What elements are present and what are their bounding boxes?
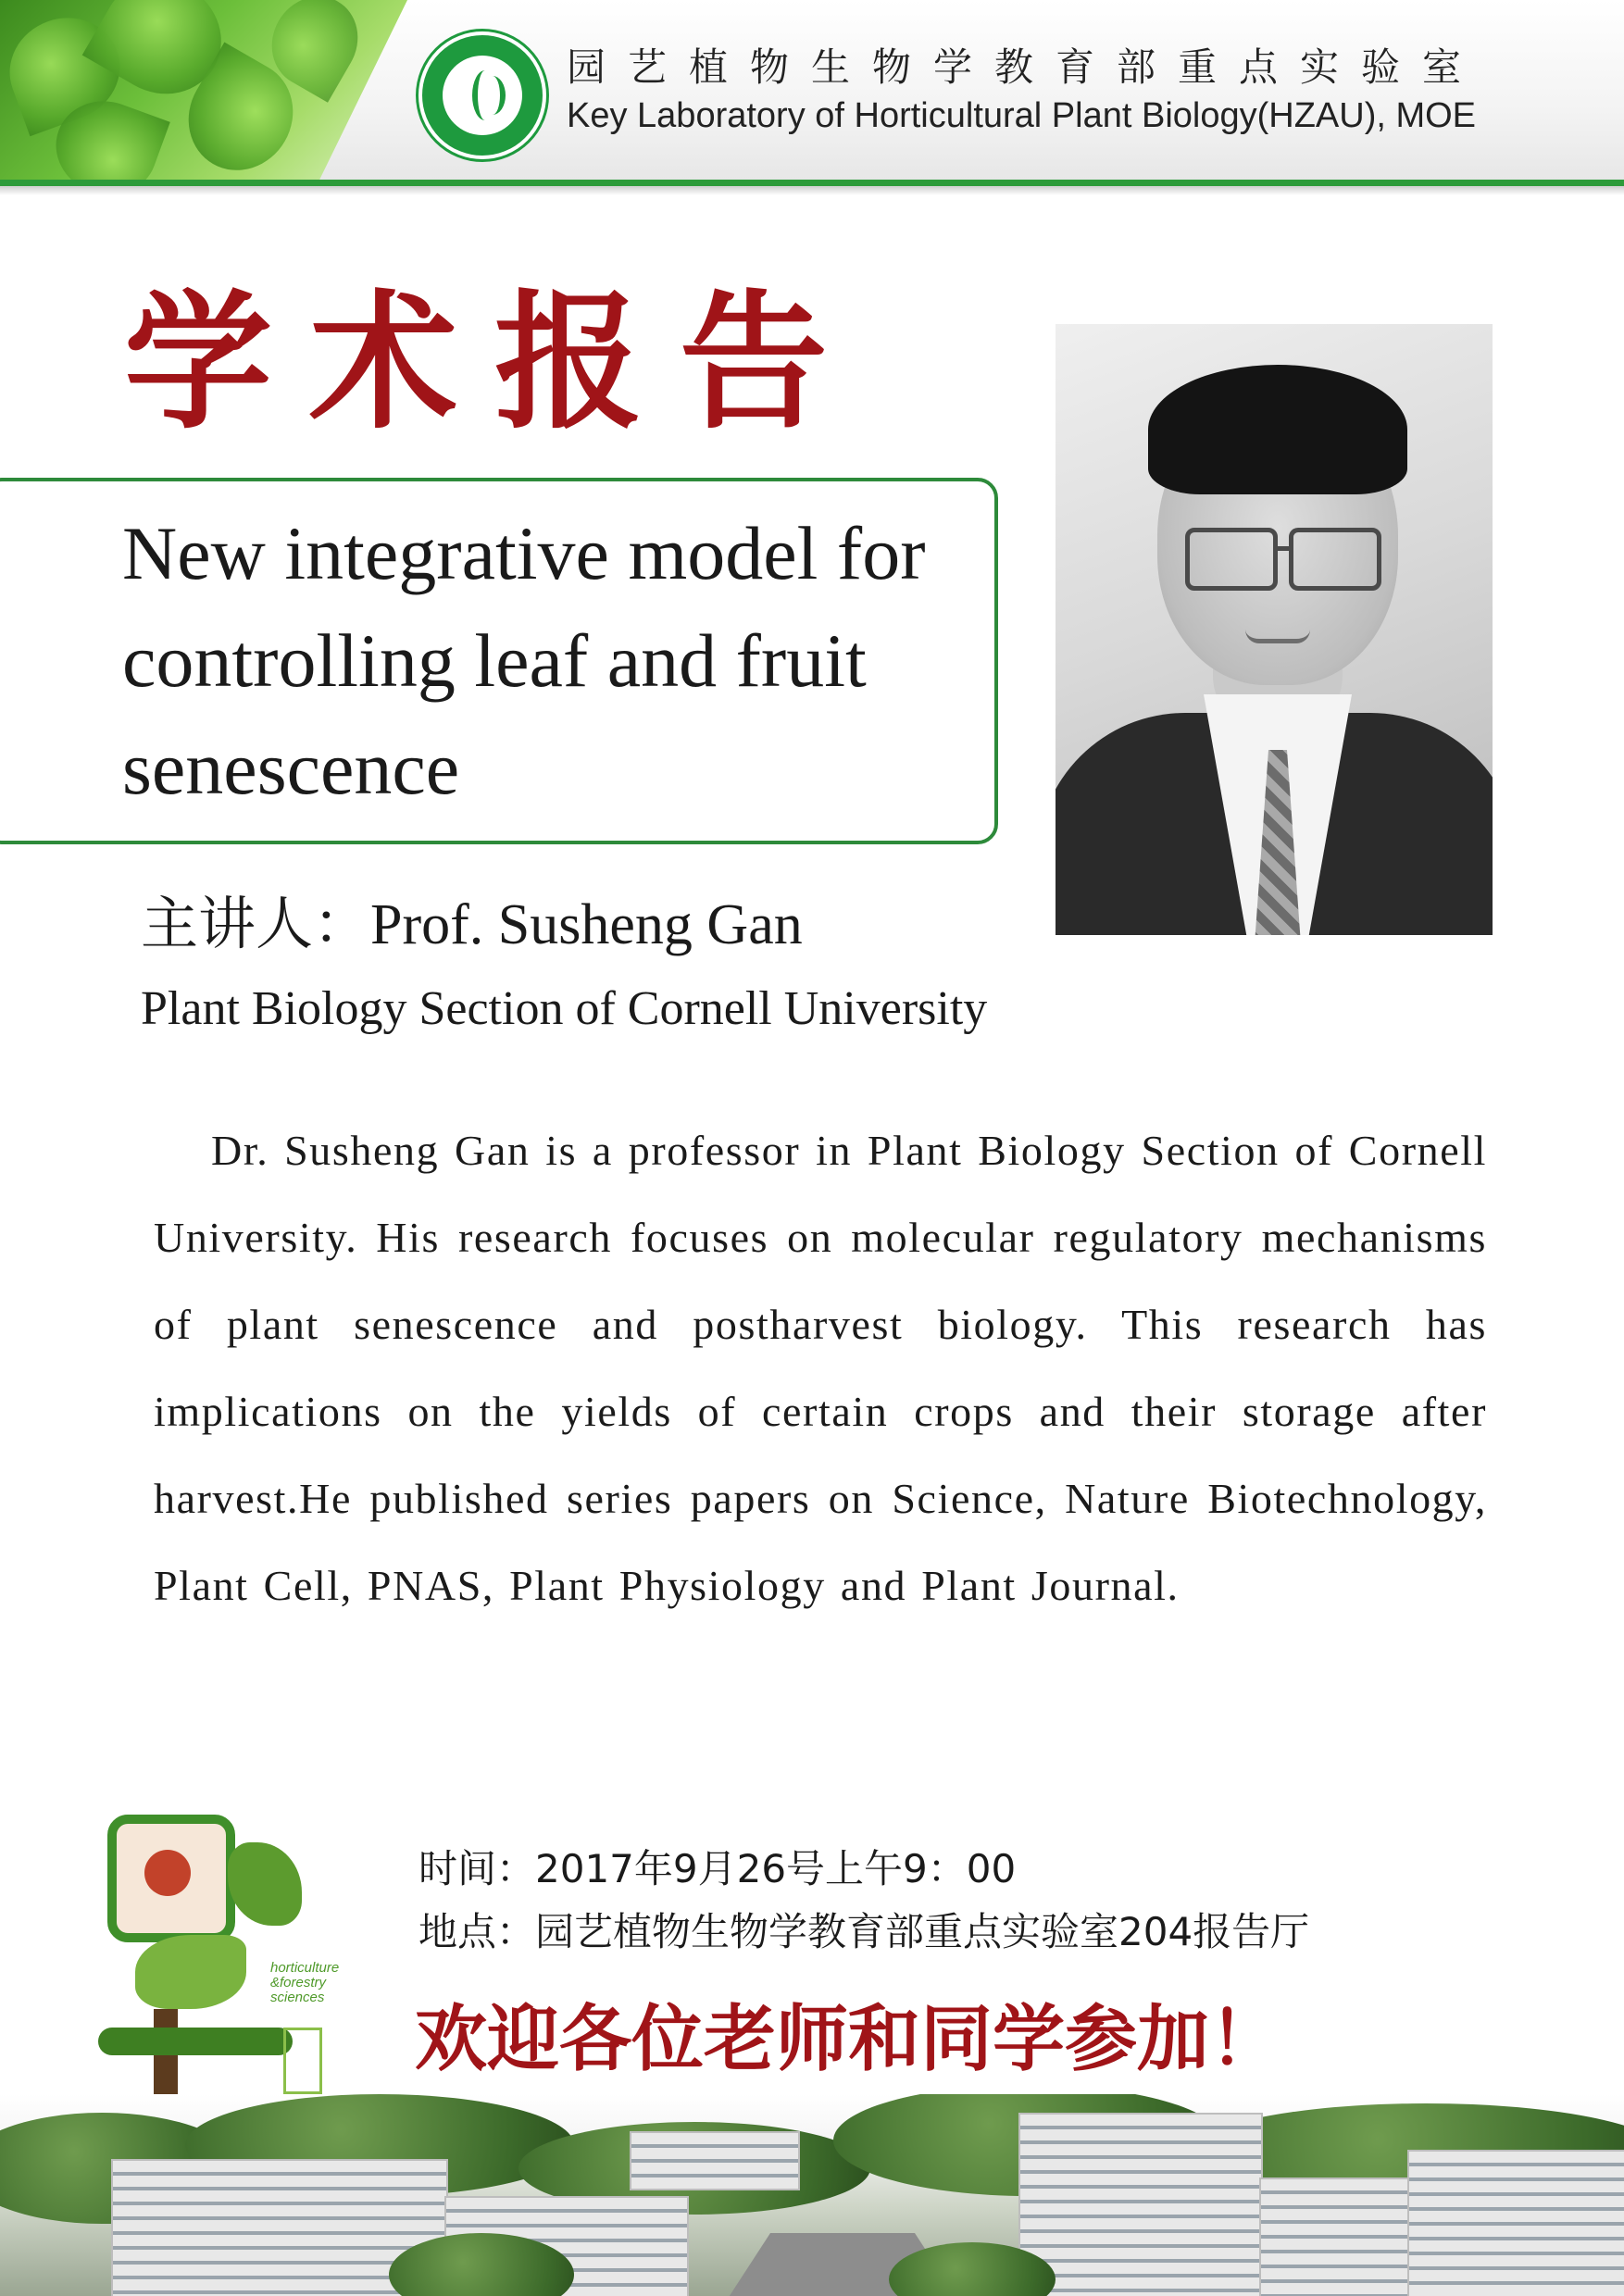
event-time: 时间：2017年9月26号上午9：00 — [418, 1846, 1017, 1891]
speaker-affiliation: Plant Biology Section of Cornell University — [141, 982, 988, 1035]
clover-leaves-image — [0, 0, 407, 183]
speaker-line — [141, 878, 803, 960]
speaker-bio: Dr. Susheng Gan is a professor in Plant Biology Section of Cornell University. His research focuses on molecular regulatory mechanisms of plant senescence and postharvest biology. This research has implications on the yields of certain crops and their storage after harvest.He published series papers on Science, Nature Biotechnology, Plant Cell, PNAS, Plant Physiology and Plant Journal. — [154, 1127, 1487, 1609]
speaker-name: Prof. Susheng Gan — [370, 893, 803, 956]
college-seal-icon — [283, 2028, 322, 2094]
header-shadow — [0, 186, 1624, 195]
lab-name-chinese: 园艺植物生物学教育部重点实验室 — [567, 44, 1484, 90]
college-logo — [89, 1815, 367, 2120]
lab-logo-emblem-icon — [418, 31, 546, 159]
lab-name-english: Key Laboratory of Horticultural Plant Biology(HZAU), MOE — [567, 96, 1477, 135]
header-divider — [0, 180, 1624, 186]
header-banner — [0, 0, 1624, 185]
event-place: 地点：园艺植物生物学教育部重点实验室204报告厅 — [418, 1909, 1310, 1954]
speaker-portrait — [1056, 324, 1493, 935]
talk-title: New integrative model for controlling leaf and fruit senescence — [122, 511, 926, 810]
campus-photo — [0, 2094, 1624, 2296]
welcome-message: 欢迎各位老师和同学参加！ — [415, 1998, 1282, 2081]
speaker-label: 主讲人： — [141, 890, 371, 957]
college-tagline: horticulture &forestry sciences — [270, 1960, 340, 2005]
report-heading: 学术报告 — [124, 276, 866, 449]
